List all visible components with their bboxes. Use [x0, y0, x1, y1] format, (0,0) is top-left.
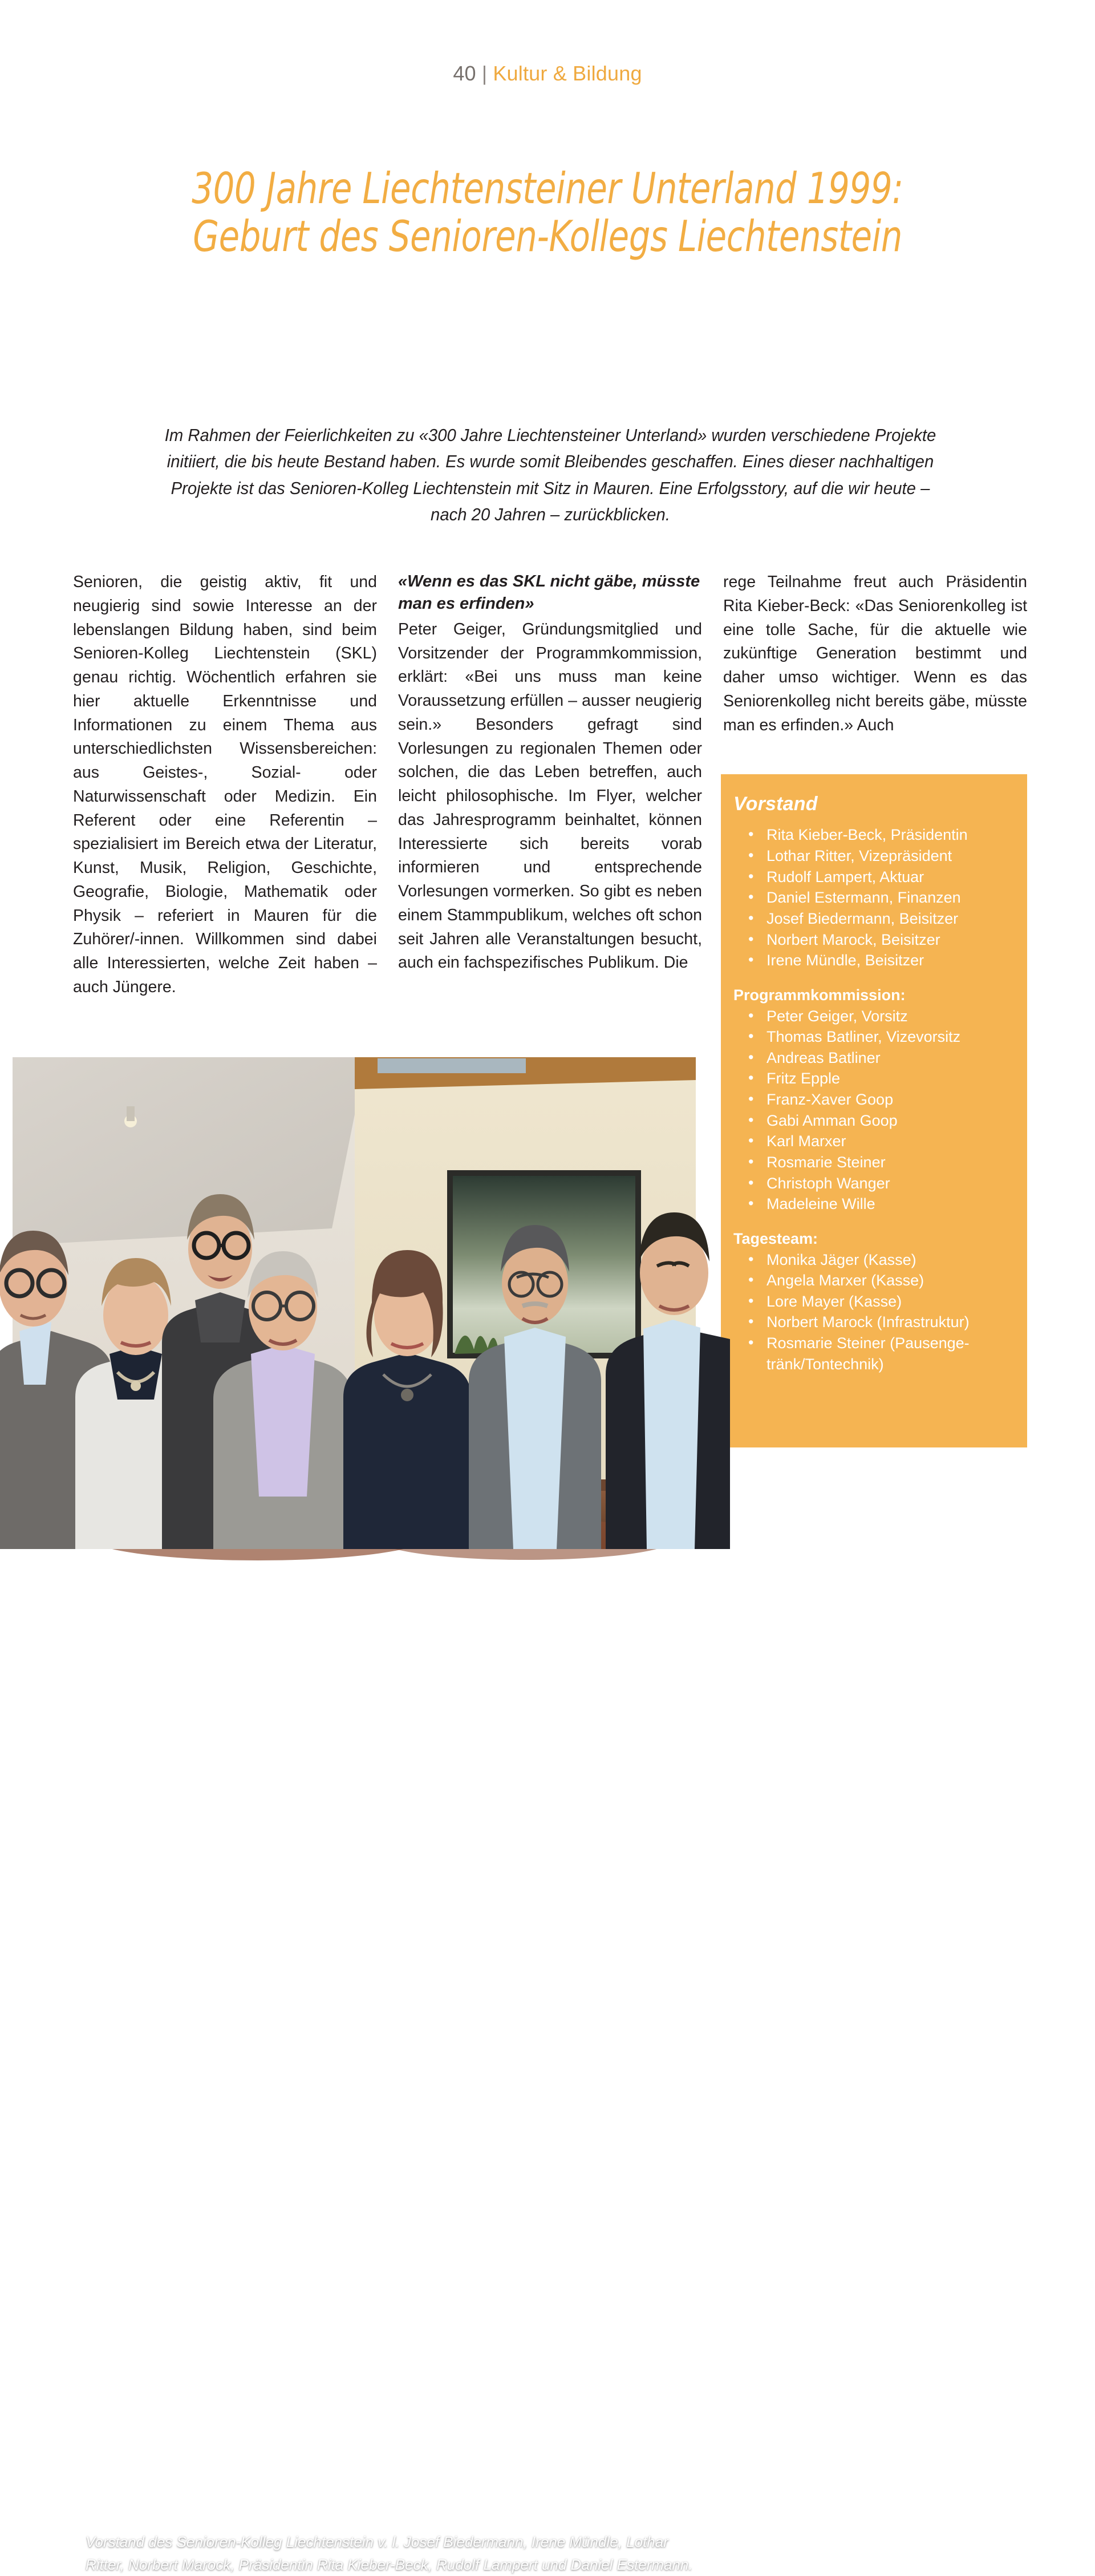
list-item: • Andreas Batliner	[733, 1048, 1010, 1069]
list-item: • Thomas Batliner, Vizevorsitz	[733, 1027, 1010, 1048]
list-item: • Monika Jäger (Kasse)	[733, 1250, 1010, 1271]
list-item: • Franz-Xaver Goop	[733, 1090, 1010, 1110]
list-item: • Christoph Wanger	[733, 1174, 1010, 1194]
tagesteam-label: Tagesteam:	[733, 1230, 818, 1247]
body-column-2	[398, 571, 702, 975]
list-item: • Karl Marxer	[733, 1131, 1010, 1152]
body-text-2: Peter Geiger, Gründungsmitglied und Vorsitzender der Programmkommission, erklärt: «Bei uns muss man keine Voraussetzung erfüllen – ausser neugierig sein.» Besonders gefragt sind Vorlesungen zu regionalen Themen oder solchen, die das Leben betreffen, auch leicht philosophische. Im Flyer, welcher das Jahresprogramm beinhaltet, können Interessierte sich bereits vorab informieren und entsprechende Vorlesungen vormerken. So gibt es neben einem Stammpublikum, welches oft schon seit Jahren alle Veranstaltungen besucht, auch ein fachspezifisches Publikum. Die	[398, 620, 702, 972]
list-item: • Lothar Ritter, Vizepräsident	[733, 846, 1010, 867]
programmkommission-label: Programmkommission:	[733, 986, 906, 1004]
article-lead: Im Rahmen der Feierlichkeiten zu «300 Jahre Liechtensteiner Unterland» wurden verschiedene Projekte initiiert, die bis heute Bestand haben. Es wurde somit Bleibendes geschaffen. Eines dieser nachhaltigen Projekte ist das Senioren-Kolleg Liechtenstein mit Sitz in Mauren. Eine Erfolgsstory, auf die wir heute – nach 20 Jahren – zurückblicken.	[164, 426, 936, 525]
list-item: • Norbert Marock (Infrastruktur)	[733, 1312, 1010, 1333]
list-item: • Daniel Estermann, Finanzen	[733, 888, 1010, 908]
list-item: • Josef Biedermann, Beisitzer	[733, 909, 1010, 929]
list-item: • Madeleine Wille	[733, 1194, 1010, 1215]
running-head	[0, 62, 1095, 86]
list-item: • Fritz Epple	[733, 1069, 1010, 1089]
list-item: • Rosmarie Steiner	[733, 1152, 1010, 1173]
group-photo-illustration	[13, 1057, 696, 1549]
tagesteam-list	[733, 1250, 1010, 1375]
list-item-continuation: tränk/Tontechnik)	[766, 1355, 884, 1373]
sidebox-title: Vorstand	[733, 793, 818, 815]
vorstand-list	[733, 825, 1010, 970]
list-item: • Rudolf Lampert, Aktuar	[733, 867, 1010, 888]
programmkommission-list	[733, 1006, 1010, 1215]
running-head-separator: |	[481, 62, 488, 85]
list-item: • Irene Mündle, Beisitzer	[733, 951, 1010, 971]
list-item: • Rosmarie Steiner (Pausenge-	[733, 1333, 1010, 1354]
column-2-subhead: «Wenn es das SKL nicht gäbe, müsste man es erfinden»	[398, 572, 700, 613]
body-column-3	[723, 571, 1027, 737]
vorstand-sidebox	[721, 774, 1027, 1447]
photo-caption: Vorstand des Senioren-Kolleg Liechtenstein v. l. Josef Biedermann, Irene Mündle, Lothar Ritter, Norbert Marock, Präsidentin Rita Kieber-Beck, Rudolf Lampert und Daniel Estermann.	[86, 2533, 693, 2573]
page-number: 40	[453, 62, 476, 85]
list-item: • Rita Kieber-Beck, Präsidentin	[733, 825, 1010, 846]
section-title: Kultur & Bildung	[493, 62, 642, 85]
list-item: • Peter Geiger, Vorsitz	[733, 1006, 1010, 1027]
body-text-3: rege Teilnahme freut auch Präsidentin Rita Kieber-Beck: «Das Seniorenkolleg ist eine tolle Sache, für die aktuelle wie zukünftige Generation bestimmt und daher umso wichtiger. Wenn es das Seniorenkolleg nicht bereits gäbe, müsste man es erfinden.» Auch	[723, 573, 1027, 734]
list-item: • Gabi Amman Goop	[733, 1111, 1010, 1131]
list-item: • Norbert Marock, Beisitzer	[733, 930, 1010, 951]
list-item: • Lore Mayer (Kasse)	[733, 1292, 1010, 1312]
body-text-1: Senioren, die geistig aktiv, fit und neugierig sind sowie Interesse an der lebenslangen Bildung haben, sind beim Senioren-Kolleg Liechtenstein (SKL) genau richtig. Wöchentlich erfahren sie hier aktuelle Erkenntnisse und Informationen zu einem Thema aus unterschiedlichsten Wissensbereichen: aus Geistes-, Sozial- oder Naturwissenschaft oder Medizin. Ein Referent oder eine Referentin – spezialisiert im Bereich etwa der Literatur, Kunst, Musik, Religion, Geschichte, Geografie, Biologie, Mathematik oder Physik – referiert in Mauren für die Zuhörer/-innen. Willkommen sind dabei alle Interessierten, welche Zeit haben – auch Jüngere.	[73, 573, 377, 996]
group-photo	[13, 1057, 696, 2573]
body-column-1	[73, 571, 377, 1000]
article-headline: 300 Jahre Liechtensteiner Unterland 1999: Geburt des Senioren-Kollegs Liechtenstein	[192, 163, 903, 261]
list-item: • Angela Marxer (Kasse)	[733, 1271, 1010, 1291]
